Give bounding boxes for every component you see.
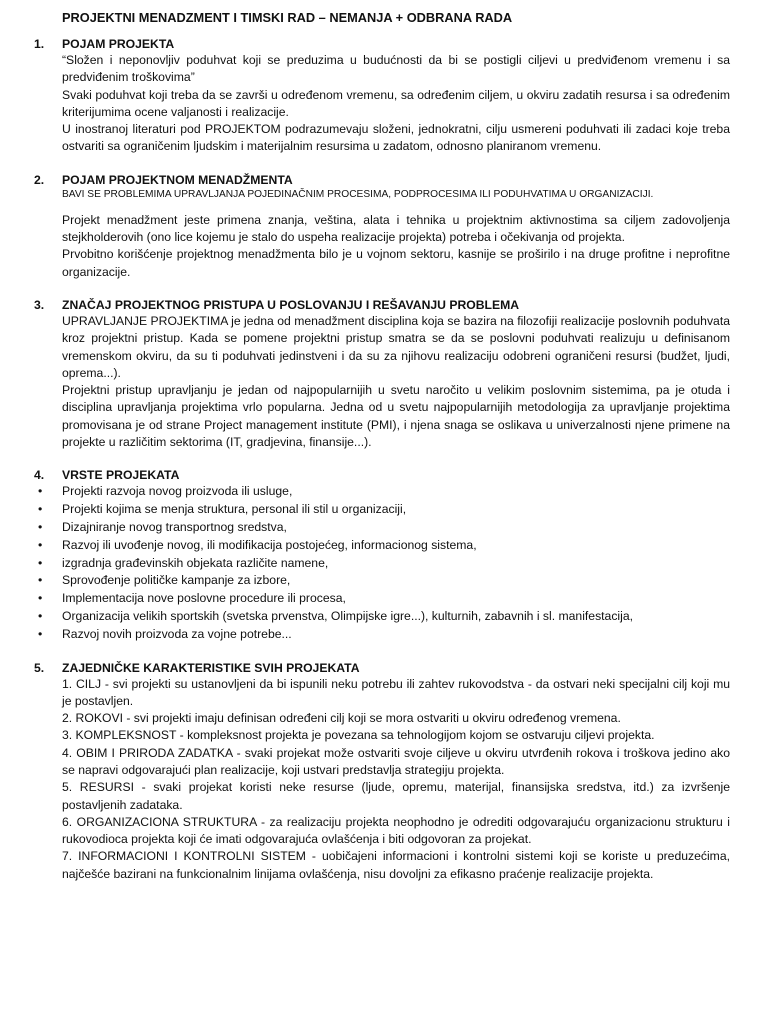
list-item-text: Implementacija nove poslovne procedure ili procesa, — [62, 591, 346, 606]
section-title: POJAM PROJEKTA — [62, 37, 175, 51]
section-heading — [34, 467, 730, 483]
bullet-icon: • — [38, 484, 43, 499]
list-item: 3. KOMPLEKSNOST - kompleksnost projekta je povezana sa tehnologijom kojom se ostvaruju ciljevi projekta. — [62, 728, 655, 743]
bullet-icon: • — [38, 608, 43, 623]
section-zajednicke-karakteristike — [34, 660, 730, 884]
paragraph: Svaki poduhvat koji treba da se završi u određenom vremenu, sa određenim ciljem, u okviru zadatih resursa i sa određenim kriterijumima ocene valjanosti i realizacije. — [62, 87, 730, 119]
bullet-icon: • — [38, 555, 43, 570]
section-subtitle: BAVI SE PROBLEMIMA UPRAVLJANJA POJEDINAČNIM PROCESIMA, PODPROCESIMA ILI PODUHVATIMA U ORGANIZACIJI. — [62, 188, 654, 200]
list-item: 6. ORGANIZACIONA STRUKTURA - za realizaciju projekta neophodno je odrediti odgovarajuću organizacionu strukturu i rukovodioca projekta koji će imati odgovarajuća ovlašćenja i biti odgovoran za projekat. — [62, 814, 730, 847]
numbered-list — [62, 676, 730, 884]
list-item — [36, 590, 730, 608]
paragraph: UPRAVLJANJE PROJEKTIMA je jedna od menadžment disciplina koja se bazira na filozofiji realizacije poslovnih poduhvata kroz projektni pristup. Kada se pomene projektni pristup smatra se da se poslovni poduhvati realizuju u definisanom vremenskom okviru, da su ti poduhvati jedinstveni i da su za njihovu realizaciju odobreni ograničeni resursi (budžet, ljudi, oprema...). — [62, 313, 730, 380]
list-item — [36, 501, 730, 519]
list-item — [36, 572, 730, 590]
list-item — [36, 519, 730, 537]
list-item — [36, 608, 730, 626]
bullet-icon: • — [38, 537, 43, 552]
list-item-text: Razvoj ili uvođenje novog, ili modifikacija postojećeg, informacionog sistema, — [62, 537, 477, 552]
section-heading — [34, 297, 730, 313]
list-item-text: Razvoj novih proizvoda za vojne potrebe... — [62, 626, 292, 641]
section-znacaj-pristupa — [34, 297, 730, 451]
bullet-icon: • — [38, 502, 43, 517]
list-item — [36, 626, 730, 644]
section-title: ZAJEDNIČKE KARAKTERISTIKE SVIH PROJEKATA — [62, 660, 360, 675]
section-heading — [34, 660, 730, 676]
list-item: 5. RESURSI - svaki projekat koristi neke resurse (ljude, opremu, materijal, finansijska sredstva, itd.) za izvršenje postavljenih zadataka. — [62, 780, 730, 812]
paragraph: Prvobitno korišćenje projektnog menadžmenta bilo je u vojnom sektoru, kasnije se proširilo i na druge profitne i neprofitne organizacije. — [62, 247, 730, 279]
list-item — [36, 483, 730, 501]
section-title: VRSTE PROJEKATA — [62, 468, 180, 483]
section-title: ZNAČAJ PROJEKTNOG PRISTUPA U POSLOVANJU I REŠAVANJU PROBLEMA — [62, 297, 520, 312]
section-heading — [34, 172, 730, 188]
section-number: 2. — [34, 172, 45, 187]
section-vrste-projekata — [34, 467, 730, 643]
bullet-icon: • — [38, 573, 43, 588]
bullet-icon: • — [38, 591, 43, 606]
paragraph: Projektni pristup upravljanju je jedan od najpopularnijih u svetu naročito u velikim poslovnim sistemima, pa je otuda i disciplina upravljanja projektima vrlo popularna. Jedna od u svetu najpopularnijih metodologija za upravljanje projektima promovisana je od strane Project management institute (PMI), i njena snaga se oslikava u univerzalnosti njene primene na projekte u različitim sektorima (IT, gradjevina, finansije...). — [62, 383, 730, 450]
list-item: 4. OBIM I PRIRODA ZADATKA - svaki projekat može ostvariti svoje ciljeve u okviru utvrđenih rokova i troškova jedino ako se napravi odgovarajući plan realizacije, koji ustvari predstavlja strategiju projekta. — [62, 745, 730, 777]
list-item-text: Projekti razvoja novog proizvoda ili usluge, — [62, 484, 293, 499]
list-item-text: izgradnja građevinskih objekata različite namene, — [62, 555, 329, 570]
document-title: PROJEKTNI MENADZMENT I TIMSKI RAD – NEMANJA + ODBRANA RADA — [62, 10, 513, 25]
bullet-list — [36, 483, 730, 643]
list-item — [36, 537, 730, 555]
list-item-text: Dizajniranje novog transportnog sredstva, — [62, 519, 287, 534]
list-item-text: Organizacija velikih sportskih (svetska prvenstva, Olimpijske igre...), kulturnih, zabavnih i sl. manifestacija, — [62, 608, 633, 623]
section-number: 3. — [34, 297, 45, 312]
section-number: 1. — [34, 37, 45, 51]
section-heading — [34, 36, 730, 52]
section-pojam-projekta — [34, 36, 730, 156]
section-number: 4. — [34, 468, 45, 483]
section-title: POJAM PROJEKTNOM MENADŽMENTA — [62, 172, 293, 187]
list-item — [36, 555, 730, 573]
bullet-icon: • — [38, 626, 43, 641]
section-number: 5. — [34, 660, 45, 675]
list-item: 7. INFORMACIONI I KONTROLNI SISTEM - uobičajeni informacioni i kontrolni sistemi koji se koriste u preduzećima, najčešće bazirani na funkcionalnim linijama ovlašćenja, nisu dovoljni za efikasno praćenje realizacije projekta. — [62, 849, 730, 881]
list-item-text: Projekti kojima se menja struktura, personal ili stil u organizaciji, — [62, 502, 407, 517]
list-item-text: Sprovođenje političke kampanje za izbore, — [62, 573, 291, 588]
paragraph: “Složen i neponovljiv poduhvat koji se preduzima u budućnosti da bi se postigli ciljevi u predviđenom vremenu i sa predviđenim troškovima” — [62, 53, 730, 85]
section-pojam-menadzmenta — [34, 172, 730, 281]
paragraph: U inostranoj literaturi pod PROJEKTOM podrazumevaju složeni, jednokratni, cilju usmereni poduhvati ili zadaci koje treba ostvariti sa ograničenim ljudskim i materijalnim resursima u zadatom, odnosno planiranom vremenu. — [62, 122, 730, 154]
list-item: 2. ROKOVI - svi projekti imaju definisan određeni cilj koji se mora ostvariti u okviru određenog vremena. — [62, 711, 621, 726]
list-item: 1. CILJ - svi projekti su ustanovljeni da bi ispunili neku potrebu ili zahtev rukovodstva - da ostvari neki specijalni cilj koji mu je postavljen. — [62, 676, 730, 708]
bullet-icon: • — [38, 519, 43, 534]
paragraph: Projekt menadžment jeste primena znanja, veština, alata i tehnika u projektnim aktivnostima sa ciljem zadovoljenja stejkholderovih (ono lice kojemu je stalo do uspeha realizacije projekta) potreba i očekivanja od projekta. — [62, 212, 730, 245]
